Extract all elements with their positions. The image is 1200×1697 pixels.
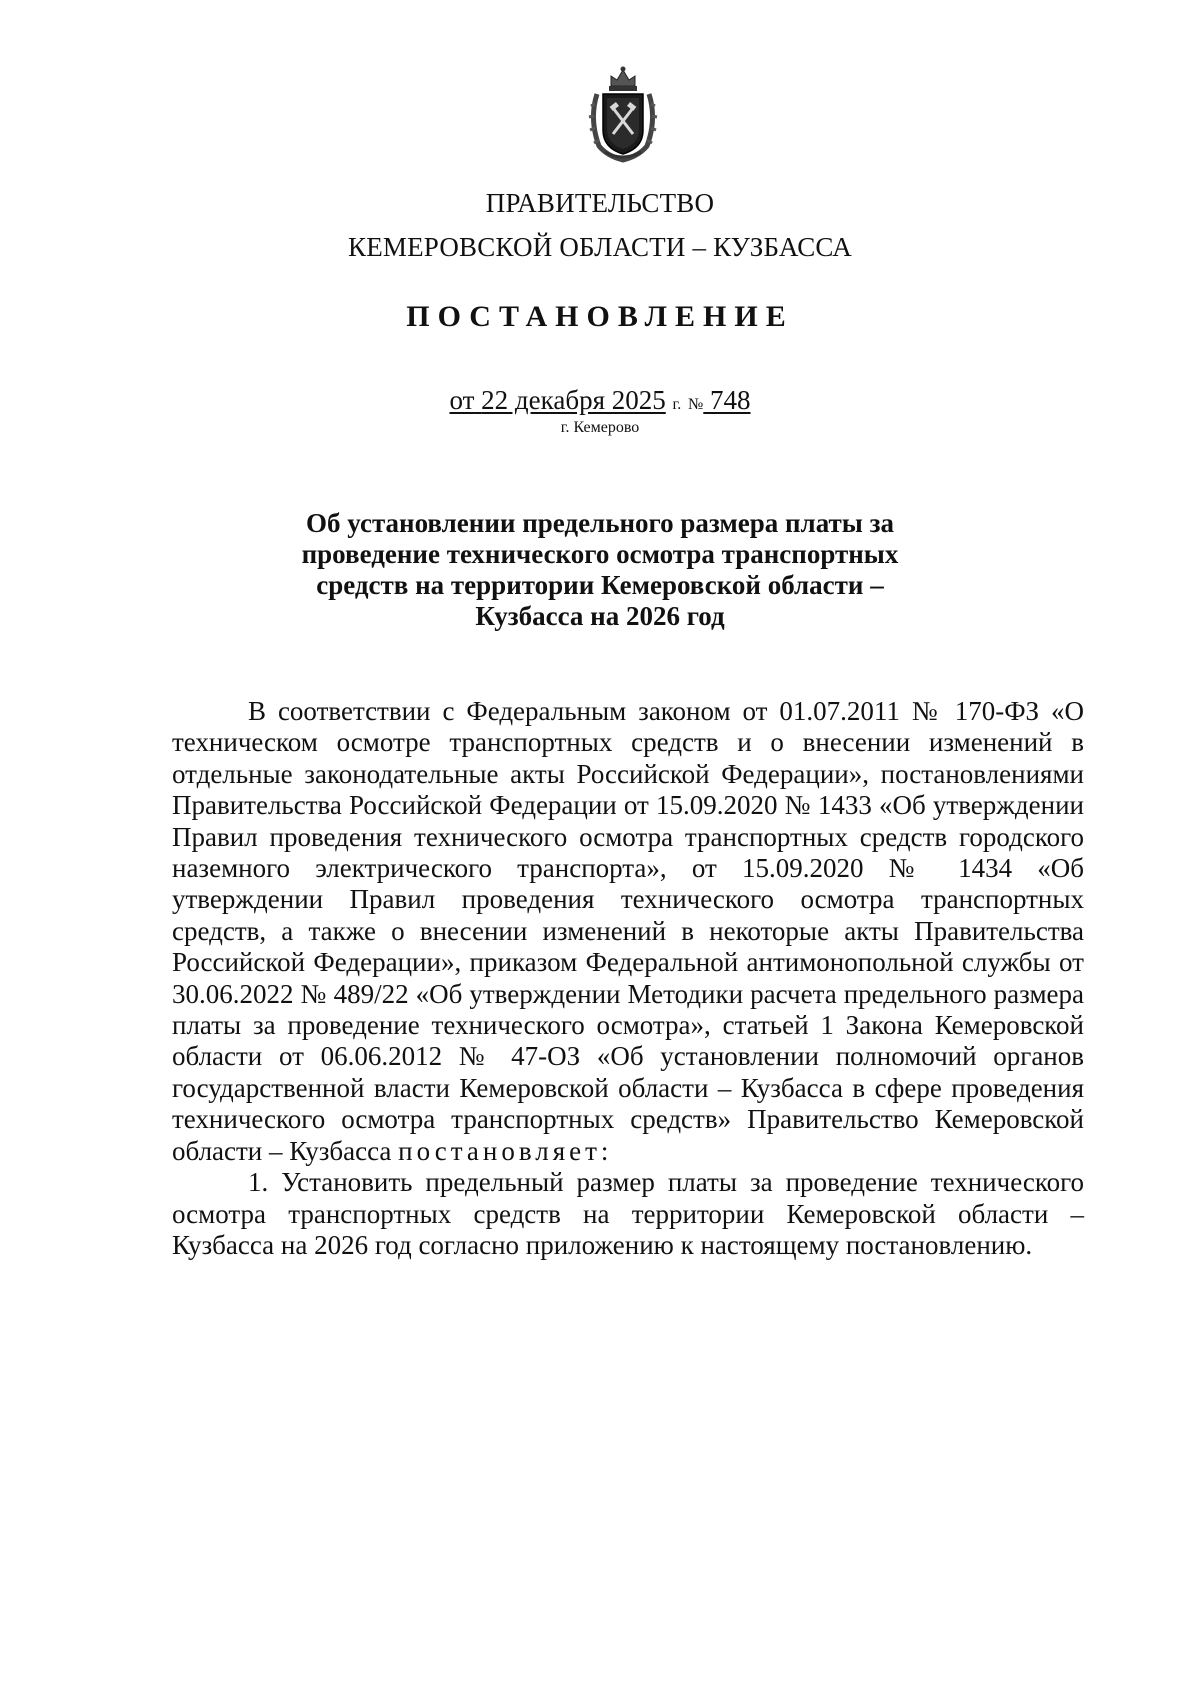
- resolves-word: постановляет:: [398, 1135, 613, 1166]
- number-sign: №: [688, 396, 704, 413]
- document-date: 22 декабря 2025: [481, 385, 666, 415]
- document-number: 748: [710, 385, 751, 415]
- coat-of-arms-icon: [587, 64, 659, 164]
- preamble-paragraph: [172, 696, 1084, 1167]
- government-name-line-2: КЕМЕРОВСКОЙ ОБЛАСТИ – КУЗБАССА: [348, 232, 852, 262]
- document-title: Об установлении предельного размера платы за проведение технического осмотра транспортных средств на территории Кемеровской области – Кузбасса на 2026 год: [301, 508, 899, 631]
- document-type-heading: ПОСТАНОВЛЕНИЕ: [406, 300, 794, 333]
- city-line: г. Кемерово: [560, 419, 640, 436]
- government-name-line-1: ПРАВИТЕЛЬСТВО: [485, 188, 715, 218]
- document-body: [172, 696, 1084, 1261]
- date-prefix: от: [449, 385, 475, 415]
- year-suffix: г.: [672, 396, 682, 413]
- date-and-number-line: [0, 385, 1200, 416]
- item-1-paragraph: 1. Установить предельный размер платы за проведение технического осмотра транспортных средств на территории Кемеровской области – Кузбасса на 2026 год согласно приложению к настоящему постановлению.: [172, 1167, 1084, 1260]
- preamble-text: В соответствии с Федеральным законом от 01.07.2011 № 170-ФЗ «О техническом осмотре транспортных средств и о внесении изменений в отдельные законодательные акты Российской Федерации», постановлениями Правительства Российской Федерации от 15.09.2020 № 1433 «Об утверждении Правил проведения технического осмотра транспортных средств городского наземного электрического транспорта», от 15.09.2020 № 1434 «Об утверждении Правил проведения технического осмотра транспортных средств, а также о внесении изменений в некоторые акты Правительства Российской Федерации», приказом Федеральной антимонопольной службы от 30.06.2022 № 489/22 «Об утверждении Методики расчета предельного размера платы за проведение технического осмотра», статьей 1 Закона Кемеровской области от 06.06.2012 № 47-ОЗ «Об установлении полномочий органов государственной власти Кемеровской области – Кузбасса в сфере проведения технического осмотра транспортных средств» Правительство Кемеровской области – Кузбасса: [172, 696, 1084, 1166]
